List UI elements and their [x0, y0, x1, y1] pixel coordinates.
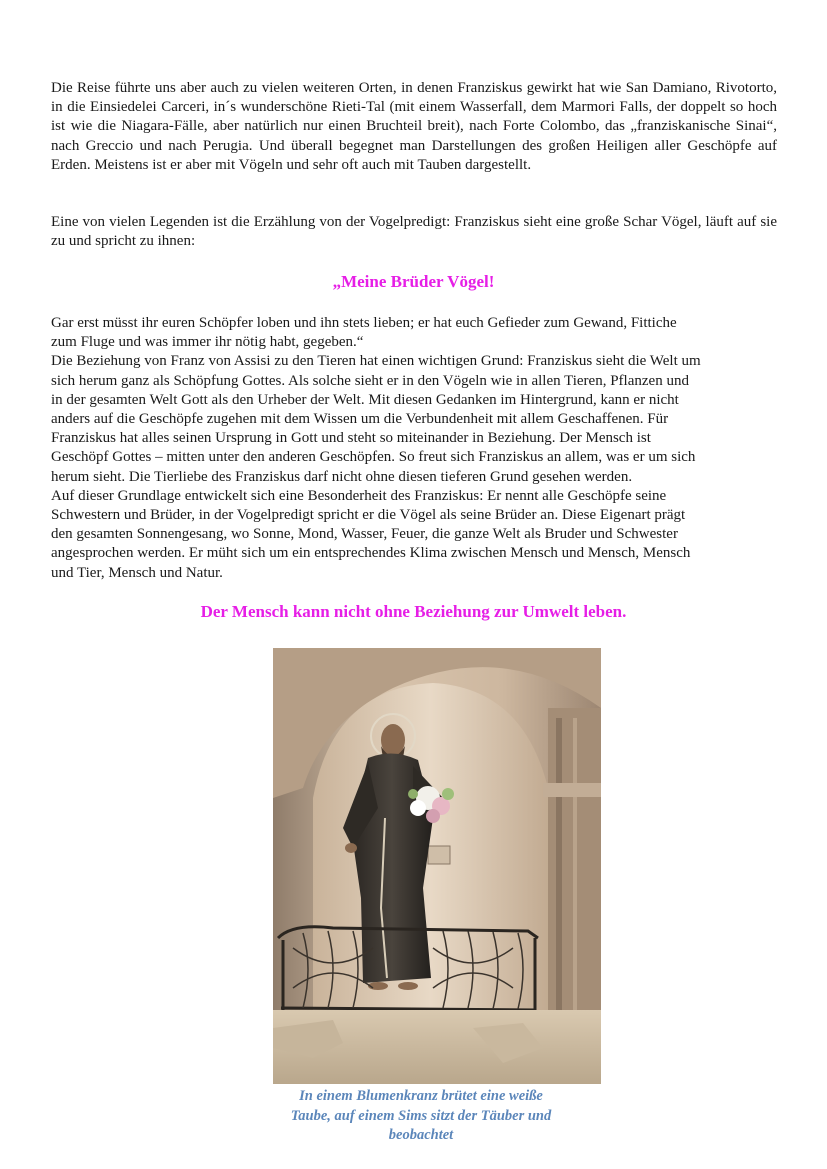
statue-photo: [273, 648, 601, 1084]
photo-caption: [258, 1087, 584, 1146]
caption-line: Taube, auf einem Sims sitzt der Täuber und: [290, 1107, 552, 1124]
text-line: Gar erst müsst ihr euren Schöpfer loben und ihn stets lieben; er hat euch Gefieder zum Gewand, Fittiche: [51, 315, 677, 331]
heading-brothers-birds: „Meine Brüder Vögel!: [332, 272, 495, 291]
heading-relationship-environment: Der Mensch kann nicht ohne Beziehung zur Umwelt leben.: [200, 602, 627, 621]
text-line: Geschöpf Gottes – mitten unter den anderen Geschöpfen. So freut sich Franziskus an allem, was er um sich: [51, 449, 696, 466]
text-line: und Tier, Mensch und Natur.: [51, 564, 223, 581]
caption-line: beobachtet: [388, 1127, 454, 1143]
text-line: sich herum ganz als Schöpfung Gottes. Als solche sieht er in den Vögeln wie in allen Tieren, Pflanzen und: [51, 372, 689, 389]
text-line: Die Beziehung von Franz von Assisi zu den Tieren hat einen wichtigen Grund: Franziskus sieht die Welt um: [51, 353, 701, 370]
text-line: Franziskus hat alles seinen Ursprung in Gott und steht so miteinander in Beziehung. Der Mensch ist: [51, 430, 651, 447]
intro-paragraph: Die Reise führte uns aber auch zu vielen weiteren Orten, in denen Franziskus gewirkt hat wie San Damiano, Rivotorto, in die Einsiedelei Carceri, in´s wunderschöne Rieti-Tal (mit einem Wasserfall, dem Marmori Falls, der doppelt so hoch ist wie die Niagara-Fälle, aber natürlich nur einen Bruchteil breit), nach Forte Colombo, das „franziskanische Sinai“, nach Greccio und nach Perugia. Und überall begegnet man Darstellungen des großen Heiligen aller Geschöpfe auf Erden. Meistens ist er aber mit Vögeln und sehr oft auch mit Tauben dargestellt.: [51, 80, 777, 173]
sermon-paragraph: [51, 314, 777, 583]
text-line: herum sieht. Die Tierliebe des Franziskus darf nicht ohne diesen tieferen Grund gesehen werden.: [51, 468, 633, 485]
text-line: Auf dieser Grundlage entwickelt sich eine Besonderheit des Franziskus: Er nennt alle Geschöpfe seine: [51, 487, 667, 504]
caption-line: In einem Blumenkranz brütet eine weiße: [299, 1088, 543, 1104]
text-line: angesprochen werden. Er müht sich um ein entsprechendes Klima zwischen Mensch und Mensch, Mensch: [51, 545, 691, 562]
text-line: in der gesamten Welt Gott als den Urheber der Welt. Mit diesen Gedanken im Hintergrund, kann er nicht: [51, 391, 679, 408]
text-line: anders auf die Geschöpfe zugehen mit dem Wissen um die Verbundenheit mit allem Geschaffenen. Für: [51, 411, 669, 428]
text-line: den gesamten Sonnengesang, wo Sonne, Mond, Wasser, Feuer, die ganze Welt als Bruder und Schwester: [51, 526, 678, 543]
text-line: Schwestern und Brüder, in der Vogelpredigt spricht er die Vögel als seine Brüder an. Diese Eigenart prägt: [51, 507, 686, 524]
text-line: zum Fluge und was immer ihr nötig habt, gegeben.“: [51, 334, 364, 351]
legend-paragraph: Eine von vielen Legenden ist die Erzählung von der Vogelpredigt: Franziskus sieht eine große Schar Vögel, läuft auf sie zu und spricht zu ihnen:: [51, 214, 777, 250]
